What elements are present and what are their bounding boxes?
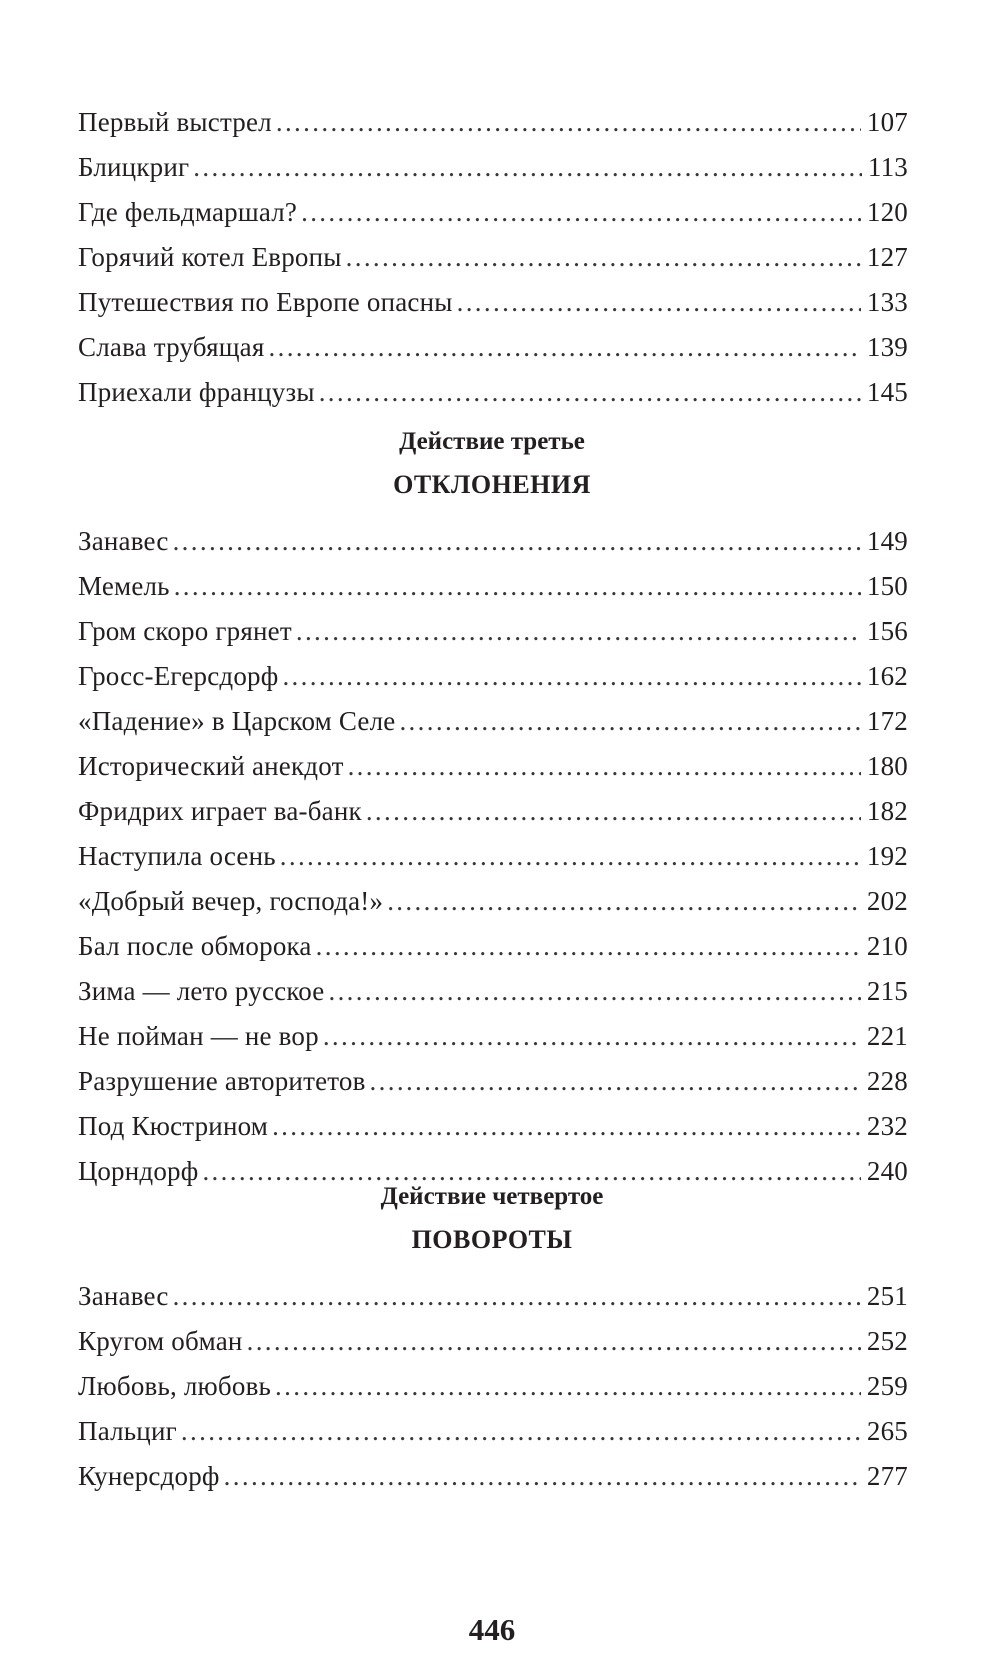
dot-leader <box>173 1274 861 1319</box>
toc-entry-title: Слава трубящая <box>78 332 265 362</box>
dot-leader <box>348 744 861 789</box>
toc-entry <box>78 1454 908 1499</box>
toc-entry-title: Кругом обман <box>78 1326 243 1356</box>
toc-entry-title: Путешествия по Европе опасны <box>78 287 453 317</box>
toc-entry-title: Приехали французы <box>78 377 315 407</box>
toc-entry-title: Фридрих играет ва-банк <box>78 796 362 826</box>
page-number: 446 <box>468 1612 516 1647</box>
toc-entry-title: Блицкриг <box>78 152 190 182</box>
toc-entry <box>78 100 908 145</box>
toc-entry-page: 265 <box>866 1416 908 1446</box>
toc-entry-title: Где фельдмаршал? <box>78 197 298 227</box>
toc-entry-page: 210 <box>866 931 908 961</box>
toc-entry <box>78 879 908 924</box>
dot-leader <box>280 834 861 879</box>
toc-entry <box>78 1409 908 1454</box>
dot-leader <box>174 564 861 609</box>
toc-entry <box>78 1319 908 1364</box>
dot-leader <box>457 280 861 325</box>
toc-entry <box>78 145 908 190</box>
toc-entry-page: 139 <box>866 332 908 362</box>
toc-entry-page: 150 <box>866 571 908 601</box>
dot-leader <box>181 1409 861 1454</box>
toc-entry-title: Зима — лето русское <box>78 976 325 1006</box>
dot-leader <box>173 519 861 564</box>
dot-leader <box>319 370 861 415</box>
toc-entry-page: 252 <box>866 1326 908 1356</box>
toc-entry-title: Любовь, любовь <box>78 1371 272 1401</box>
toc-entry <box>78 1059 908 1104</box>
toc-list-act-four <box>78 1274 908 1499</box>
toc-entry <box>78 1364 908 1409</box>
toc-entry <box>78 609 908 654</box>
toc-entry-page: 259 <box>866 1371 908 1401</box>
toc-entry <box>78 924 908 969</box>
dot-leader <box>269 325 861 370</box>
dot-leader <box>276 100 861 145</box>
toc-entry <box>78 190 908 235</box>
dot-leader <box>346 235 861 280</box>
dot-leader <box>296 609 861 654</box>
toc-entry-page: 133 <box>866 287 908 317</box>
toc-entry-title: «Добрый вечер, господа!» <box>78 886 384 916</box>
toc-entry-title: Мемель <box>78 571 170 601</box>
toc-entry-page: 232 <box>866 1111 908 1141</box>
toc-entry-title: Наступила осень <box>78 841 276 871</box>
toc-entry <box>78 789 908 834</box>
toc-entry-title: Разрушение авторитетов <box>78 1066 366 1096</box>
dot-leader <box>247 1319 861 1364</box>
toc-entry <box>78 519 908 564</box>
dot-leader <box>272 1104 861 1149</box>
dot-leader <box>387 879 861 924</box>
dot-leader <box>366 789 861 834</box>
dot-leader <box>193 145 862 190</box>
dot-leader <box>370 1059 861 1104</box>
toc-entry-page: 172 <box>866 706 908 736</box>
toc-entry <box>78 1014 908 1059</box>
act-four-title: ПОВОРОТЫ <box>411 1225 573 1254</box>
toc-entry-page: 156 <box>866 616 908 646</box>
toc-entry-page: 221 <box>866 1021 908 1051</box>
toc-entry-page: 277 <box>866 1461 908 1491</box>
toc-entry-page: 120 <box>866 197 908 227</box>
toc-entry <box>78 564 908 609</box>
dot-leader <box>224 1454 861 1499</box>
toc-entry-title: Занавес <box>78 1281 169 1311</box>
toc-entry-page: 192 <box>866 841 908 871</box>
toc-entry-page: 228 <box>866 1066 908 1096</box>
dot-leader <box>328 969 860 1014</box>
toc-entry-title: Горячий котел Европы <box>78 242 342 272</box>
toc-entry-title: Гром скоро грянет <box>78 616 292 646</box>
toc-entry <box>78 654 908 699</box>
toc-list-act-three <box>78 519 908 1194</box>
toc-entry <box>78 744 908 789</box>
toc-entry <box>78 370 908 415</box>
toc-entry <box>78 1274 908 1319</box>
toc-entry-page: 149 <box>866 526 908 556</box>
toc-entry <box>78 834 908 879</box>
toc-entry-title: Не пойман — не вор <box>78 1021 319 1051</box>
dot-leader <box>301 190 861 235</box>
toc-entry-title: Исторический анекдот <box>78 751 344 781</box>
toc-entry <box>78 325 908 370</box>
toc-entry-title: Бал после обморока <box>78 931 312 961</box>
toc-entry-page: 240 <box>866 1156 908 1186</box>
toc-entry-title: Первый выстрел <box>78 107 272 137</box>
toc-entry-title: Занавес <box>78 526 169 556</box>
toc-entry-title: Пальциг <box>78 1416 177 1446</box>
dot-leader <box>323 1014 861 1059</box>
toc-entry-page: 127 <box>866 242 908 272</box>
dot-leader <box>399 699 860 744</box>
toc-entry-page: 251 <box>866 1281 908 1311</box>
dot-leader <box>316 924 861 969</box>
toc-entry-title: «Падение» в Царском Селе <box>78 706 396 736</box>
act-four-label: Действие четвертое <box>380 1183 604 1210</box>
toc-entry <box>78 1104 908 1149</box>
toc-entry-title: Гросс-Егерсдорф <box>78 661 279 691</box>
toc-entry <box>78 699 908 744</box>
toc-list-continued <box>78 100 908 415</box>
toc-entry-title: Цорндорф <box>78 1156 199 1186</box>
toc-entry-page: 180 <box>866 751 908 781</box>
toc-entry <box>78 969 908 1014</box>
toc-entry-page: 202 <box>866 886 908 916</box>
toc-entry-page: 145 <box>866 377 908 407</box>
dot-leader <box>275 1364 861 1409</box>
toc-entry <box>78 280 908 325</box>
toc-entry <box>78 235 908 280</box>
toc-entry-page: 162 <box>866 661 908 691</box>
toc-entry-page: 215 <box>866 976 908 1006</box>
toc-entry-title: Под Кюстрином <box>78 1111 269 1141</box>
toc-entry-title: Кунерсдорф <box>78 1461 220 1491</box>
act-three-label: Действие третье <box>399 428 585 455</box>
dot-leader <box>282 654 860 699</box>
toc-entry-page: 107 <box>866 107 908 137</box>
toc-entry-page: 182 <box>866 796 908 826</box>
toc-entry-page: 113 <box>867 152 908 182</box>
act-three-title: ОТКЛОНЕНИЯ <box>393 470 591 499</box>
